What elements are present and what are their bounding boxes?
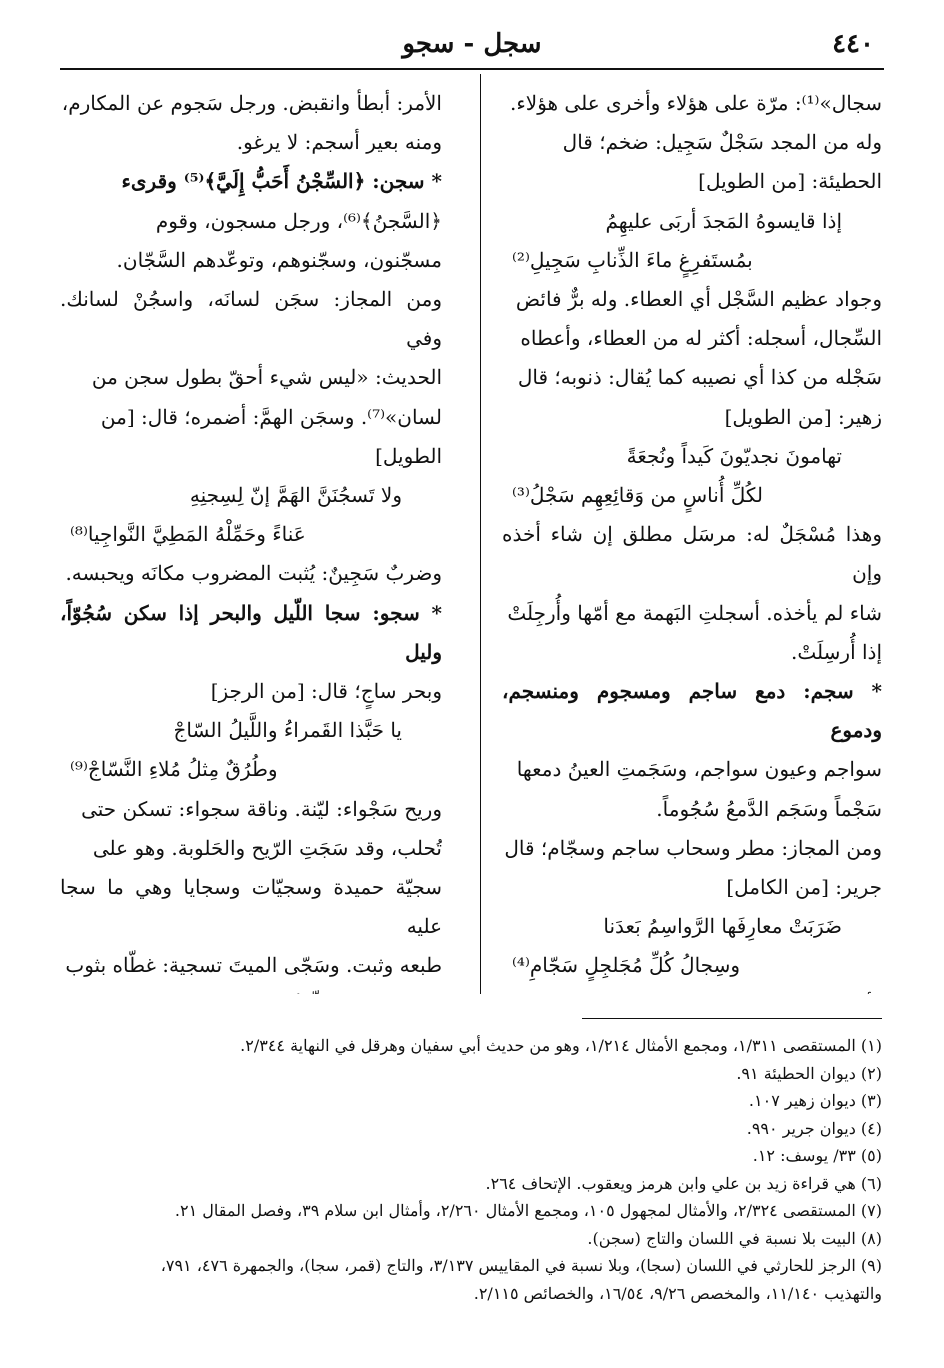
text-line: زهير: [من الطويل] bbox=[724, 404, 882, 429]
verse-line: ولا تَسجُنَنَّ الهَمَّ إنّ لِسِجنِهِ bbox=[189, 483, 402, 508]
verse-line: لكُلِّ أُناسٍ من وَقائِعِهِم سَجْلُ⁽³⁾ bbox=[512, 483, 764, 508]
text-line: سَجْله من كذا أي نصيبه كما يُقال: ذنوبه؛ قال bbox=[517, 365, 882, 390]
text-line: جرير: [من الكامل] bbox=[726, 875, 882, 900]
text-line: طبعه وثبت. وسَجّى الميتَ تسجية: غطّاه بثوب bbox=[65, 953, 442, 978]
text-line: الحديث: «ليس شيء أحقّ بطول سجن من bbox=[91, 365, 442, 390]
text-line: ﴿السَّجنُ﴾⁽⁶⁾، ورجل مسجون، وقوم bbox=[155, 208, 442, 233]
verse-line: بمُستَفرِغٍ ماءَ الذِّنابِ سَجِيلِ⁽²⁾ bbox=[512, 247, 753, 272]
text-line: ومن المجاز: مطر وسحاب ساجم وسجّام؛ قال bbox=[504, 835, 882, 860]
verse-line: وطُرُقٌ مِثلُ مُلاءِ النَّسّاجْ⁽⁹⁾ bbox=[70, 757, 278, 782]
text-line: وله من المجد سَجْلٌ سَجِيل: ضخم؛ قال bbox=[562, 130, 882, 155]
text-line: إذا أُرسِلَتْ. bbox=[791, 639, 882, 664]
text-line: الحطيئة: [من الطويل] bbox=[698, 169, 882, 194]
text-line: وجواد عظيم السَّجْل أي العطاء. وله برٌّ فائض bbox=[515, 287, 882, 312]
text-line: سَجْماً وسَجَم الدَّمعُ سُجُوماً. bbox=[656, 796, 882, 821]
footnote: والتهذيب ١١/١٤٠، والمخصص ٩/٢٦، ١٦/٥٤، والخصائص ٢/١١٥. bbox=[473, 1283, 882, 1303]
text-line: مسجّنون، وسجّنوهم، وتوعّدهم السَّجّان. bbox=[116, 247, 442, 272]
footnotes bbox=[60, 1032, 882, 1307]
page-number: ٤٤٠ bbox=[832, 29, 874, 59]
footnote: (٨) البيت بلا نسبة في اللسان والتاج (سجن). bbox=[587, 1228, 882, 1248]
verse-line: إذا قايسوهُ المَجدَ أربَى عليهِمُ bbox=[605, 208, 842, 233]
footnote: (١) المستقصى ١/٣١١، ومجمع الأمثال ١/٢١٤، وهو من حديث أبي سفيان وهرقل في النهاية ٢/٣٤٤. bbox=[240, 1036, 882, 1055]
footnote: (٩) الرجز للحارثي في اللسان (سجا)، وبلا نسبة في المقاييس ٣/١٣٧، والتاج (قمر، سجا)، والجمهرة ٤٧٦، ٧٩١، bbox=[160, 1256, 882, 1275]
running-head: سجل - سجو bbox=[402, 29, 542, 59]
footnote: (٦) هي قراءة زيد بن علي وابن هرمز ويعقوب. الإتحاف ٢٦٤. bbox=[485, 1173, 882, 1193]
text-line bbox=[60, 986, 442, 994]
verse-line: ضَرَبَتْ معارِفَها الرَّواسِمُ بَعدَنا bbox=[603, 914, 842, 939]
text-line: تُحلب، وقد سَجَتِ الرّيح والحَلوبة. وهو على bbox=[92, 835, 442, 860]
verse-line: تهامونَ نجديّونَ كَيداً ونُجعَةً bbox=[626, 443, 842, 468]
text-line: سجيّة حميدة وسجيّات وسجايا وهي ما سجا عليه bbox=[60, 875, 442, 939]
text-line: شاء لم يأخذه. أسجلتِ البَهمة مع أمّها وأُرجِلَتْ bbox=[507, 600, 882, 625]
entry-heading-line: * سجم: دمع ساجم ومسجوم ومنسجم، ودموع bbox=[502, 679, 882, 743]
footnote: (٥) ٣٣/ يوسف: ١٢. bbox=[752, 1146, 882, 1165]
footnote-divider bbox=[582, 1018, 882, 1019]
entry-heading-line: * سجو: سجا اللّيل والبحر إذا سكن سُجُوّاً، وليل bbox=[60, 600, 442, 664]
text-line: وريح سَجْواء: ليّنة. وناقة سجواء: تسكن حتى bbox=[81, 796, 442, 821]
text-line: سجال»⁽¹⁾: مرّة على هؤلاء وأخرى على هؤلاء. bbox=[510, 91, 882, 115]
footnote: (٣) ديوان زهير ١٠٧. bbox=[748, 1091, 882, 1110]
footnote: (٧) المستقصى ٢/٣٢٤، والأمثال لمجهول ١٠٥، ومجمع الأمثال ٢/٢٦٠، وأمثال ابن سلام ٣٩، وفصل المقال ٢١. bbox=[174, 1201, 882, 1220]
text-line: وهذا مُسْجَلٌ له: مرسَل مطلق إن شاء أخذه وإن bbox=[502, 522, 882, 586]
verse-line: عَناءً وحَمِّلْهُ المَطِيَّ النَّواجِيا⁽⁸⁾ bbox=[70, 522, 306, 547]
footnote: (٤) ديوان جرير ٩٩٠. bbox=[746, 1118, 882, 1138]
text-line: وضربٌ سَجِينٌ: يُثبت المضروب مكانَه ويحبسه. bbox=[65, 561, 442, 586]
text-line: ومن المجاز: سجَن لسانَه، واسجُنْ لسانك. وفي bbox=[60, 287, 442, 351]
text-line: السِّجال، أسجله: أكثر له من العطاء، وأعطاه bbox=[520, 326, 882, 351]
text-line: الطويل] bbox=[375, 443, 442, 468]
right-column bbox=[502, 84, 882, 994]
column-divider bbox=[480, 74, 481, 994]
page-header bbox=[60, 24, 884, 70]
text-line: الأمر: أبطأ وانقبض. ورجل سَجوم عن المكارم، bbox=[61, 91, 442, 115]
text-line: سواجم وعيون سواجم، وسَجَمتِ العينُ دمعها bbox=[516, 757, 882, 782]
entry-heading-line: * سجن: ﴿السِّجْنُ أَحَبُّ إِلَيَّ﴾⁽⁵⁾ وقرىء bbox=[121, 169, 442, 194]
footnote: (٢) ديوان الحطيئة ٩١. bbox=[736, 1063, 882, 1083]
left-column bbox=[60, 84, 442, 994]
text-line: ومنه بعير أسجم: لا يرغو. bbox=[236, 130, 442, 155]
verse-line: وسِجالُ كُلِّ مُجَلجِلٍ سَجّامِ⁽⁴⁾ bbox=[512, 953, 741, 978]
text-line: لسان»⁽⁷⁾. وسجَن الهمَّ: أضمره؛ قال: [من bbox=[100, 404, 442, 429]
text-line: وبحر ساجٍ؛ قال: [من الرجز] bbox=[210, 679, 442, 704]
verse-line: يا حَبَّذا القَمراءُ واللَّيلُ السّاجْ bbox=[173, 718, 402, 743]
text-line bbox=[502, 986, 882, 994]
